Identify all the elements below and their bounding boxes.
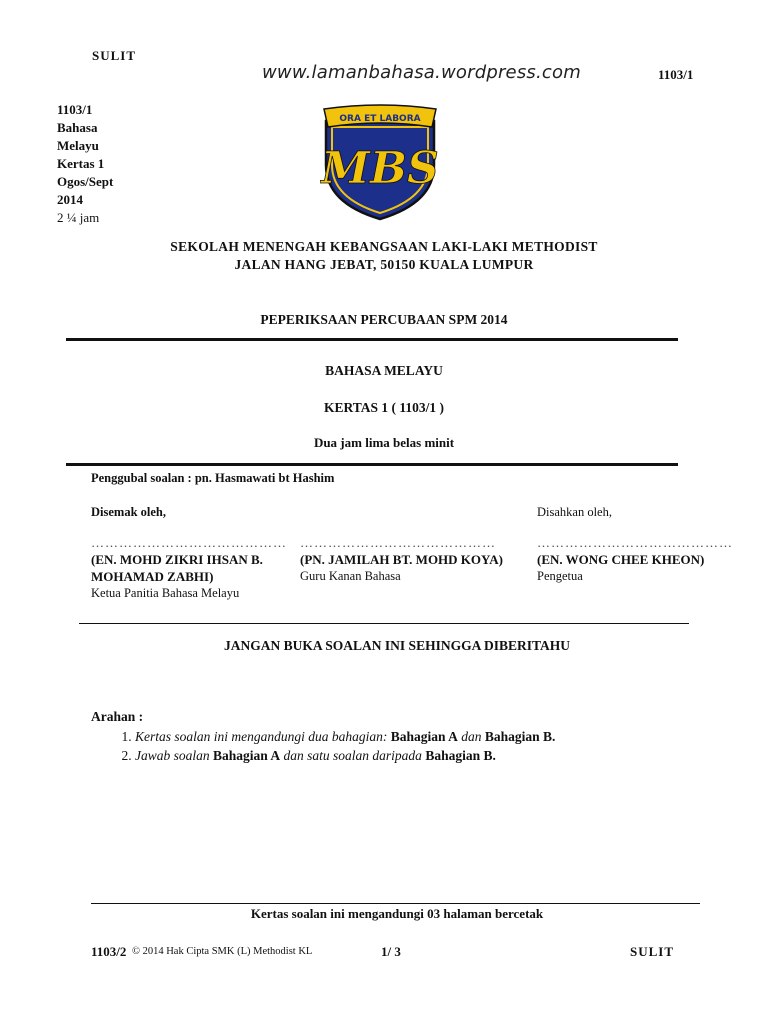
reviewed-by-label: Disemak oleh, [91, 505, 166, 519]
footer-divider [91, 903, 700, 904]
meta-subject-line2: Melayu [57, 138, 99, 153]
instruction-item: 1. Kertas soalan ini mengandungi dua bahagian: Bahagian A dan Bahagian B. [135, 727, 731, 746]
signature-line: …………………………………… [91, 535, 287, 550]
sulit-footer: SULIT [630, 944, 675, 959]
crest-initials: MBS [321, 143, 439, 194]
divider-middle [66, 463, 678, 466]
paper-code-header-right: 1103/1 [658, 67, 694, 82]
meta-month: Ogos/Sept [57, 174, 114, 189]
divider-top [66, 338, 678, 341]
signatory-1 [91, 535, 291, 601]
exam-duration: Dua jam lima belas minit [313, 435, 455, 450]
meta-subject-line1: Bahasa [57, 120, 98, 135]
page-count-note: Kertas soalan ini mengandungi 03 halaman bercetak [250, 906, 544, 921]
school-name: SEKOLAH MENENGAH KEBANGSAAN LAKI-LAKI METHODIST [170, 239, 598, 254]
school-crest-logo [320, 103, 440, 221]
meta-year: 2014 [57, 192, 83, 207]
signatory-role: Guru Kanan Bahasa [300, 569, 401, 583]
instructions-label: Arahan : [91, 709, 144, 724]
signatory-role: Pengetua [537, 569, 583, 583]
meta-paper: Kertas 1 [57, 156, 105, 171]
question-setter: Penggubal soalan : pn. Hasmawati bt Hashim [91, 471, 335, 485]
crest-motto: ORA ET LABORA [339, 114, 421, 124]
divider-lower [79, 623, 689, 624]
signatory-name-line1: (EN. WONG CHEE KHEON) [537, 552, 705, 567]
footer-paper-code: 1103/2 [91, 944, 127, 959]
school-address: JALAN HANG JEBAT, 50150 KUALA LUMPUR [234, 257, 534, 272]
exam-title: PEPERIKSAAN PERCUBAAN SPM 2014 [260, 312, 508, 327]
signatory-role: Ketua Panitia Bahasa Melayu [91, 586, 240, 600]
instruction-item: 2. Jawab soalan Bahagian A dan satu soalan daripada Bahagian B. [135, 746, 731, 765]
signature-line: …………………………………… [537, 535, 733, 550]
signatory-name-line1: (PN. JAMILAH BT. MOHD KOYA) [300, 552, 503, 567]
website-watermark: www.lamanbahasa.wordpress.com [262, 62, 581, 83]
meta-code: 1103/1 [57, 102, 93, 117]
signature-line: …………………………………… [300, 535, 496, 550]
paper-meta [57, 101, 113, 227]
exam-paper: KERTAS 1 ( 1103/1 ) [323, 400, 445, 415]
signatory-name-line2: MOHAMAD ZABHI) [91, 569, 214, 584]
instructions-list [91, 727, 731, 765]
signatory-name-line1: (EN. MOHD ZIKRI IHSAN B. [91, 552, 263, 567]
signatory-2 [300, 535, 530, 584]
sulit-header-left: SULIT [92, 48, 137, 63]
footer-copyright: © 2014 Hak Cipta SMK (L) Methodist KL [132, 946, 313, 957]
do-not-open-warning: JANGAN BUKA SOALAN INI SEHINGGA DIBERITAHU [224, 638, 570, 653]
meta-duration: 2 ¼ jam [57, 210, 100, 225]
exam-subject: BAHASA MELAYU [325, 363, 443, 378]
signatory-3 [537, 535, 737, 584]
page-number: 1/ 3 [381, 944, 401, 959]
approved-by-label: Disahkan oleh, [537, 505, 612, 519]
